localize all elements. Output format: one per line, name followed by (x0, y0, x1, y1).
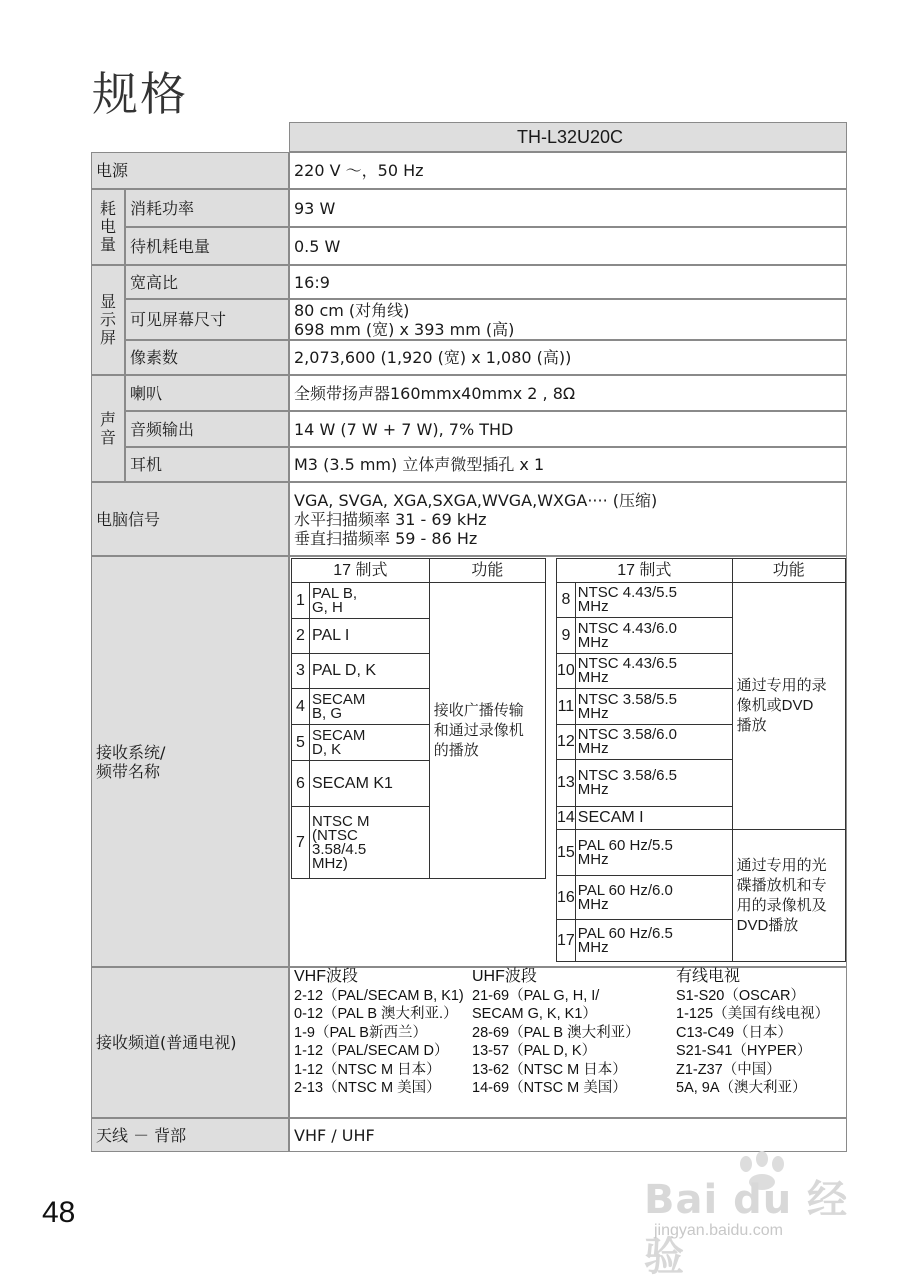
uhf-line: 21-69（PAL G, H, I/ (472, 987, 600, 1004)
baidu-watermark (640, 1150, 870, 1280)
display-group-text: 显示屏 (100, 292, 117, 347)
cable-line: 5A, 9A（澳大利亚） (676, 1080, 807, 1096)
system-line: MHz (577, 704, 609, 722)
function-line: 和通过录像机 (433, 721, 524, 739)
system-name (575, 618, 732, 654)
display-group-label (91, 265, 125, 375)
function-line: 碟播放机和专 (736, 876, 827, 894)
function-line: 播放 (736, 717, 767, 734)
consumption-label: 消耗功率 (125, 189, 289, 227)
cable-line: Z1-Z37（中国） (676, 1061, 781, 1078)
system-line: NTSC 3.58/6.0 (577, 726, 678, 743)
model-header: TH-L32U20C (289, 122, 847, 152)
consumption-value: 93 W (289, 189, 847, 227)
system-number: 17 (557, 920, 576, 962)
pc-signal-line: VGA, SVGA, XGA,SXGA,WVGA,WXGA···· (压缩) (294, 490, 658, 510)
sound-group-text: 声音 (100, 409, 117, 447)
system-number: 1 (292, 583, 310, 619)
audio-out-value: 14 W (7 W + 7 W), 7% THD (289, 411, 847, 447)
system-name (575, 689, 732, 725)
function-header: 功能 (429, 559, 545, 583)
reception-label-line: 频带名称 (96, 761, 161, 781)
standby-value: 0.5 W (289, 227, 847, 265)
system-line: MHz (577, 633, 609, 651)
system-line: MHz (577, 938, 609, 956)
channel-label: 接收频道(普通电视) (91, 967, 289, 1118)
system-number: 8 (557, 583, 576, 618)
system-number: 12 (557, 725, 576, 760)
cable-line: S21-S41（HYPER） (676, 1043, 812, 1059)
spec-table (91, 122, 847, 1152)
system-name (575, 654, 732, 689)
uhf-line: SECAM G, K, K1） (472, 1006, 597, 1022)
system-line: MHz (577, 598, 609, 615)
systems-table-left (291, 558, 546, 879)
function-line: DVD播放 (736, 916, 799, 934)
system-line: (NTSC (312, 826, 358, 844)
headphone-label: 耳机 (125, 447, 289, 482)
system-number: 14 (557, 807, 576, 830)
vhf-header: VHF波段 (294, 968, 359, 985)
system-line: NTSC 4.43/5.5 (577, 584, 678, 601)
function-line: 的播放 (433, 741, 479, 759)
uhf-header: UHF波段 (472, 968, 537, 985)
system-line: NTSC 3.58/6.5 (577, 767, 678, 784)
system-line: PAL 60 Hz/6.5 (577, 924, 673, 942)
vhf-line: 1-12（PAL/SECAM D） (294, 1043, 449, 1059)
vhf-column (294, 968, 464, 1098)
system-line: PAL 60 Hz/6.0 (577, 881, 673, 899)
system-number: 4 (292, 689, 310, 725)
antenna-label: 天线 － 背部 (91, 1118, 289, 1152)
system-line: PAL B, (312, 584, 358, 602)
vhf-line: 1-12（NTSC M 日本） (294, 1061, 441, 1078)
system-name (575, 725, 732, 760)
system-number: 11 (557, 689, 576, 725)
system-number: 2 (292, 619, 310, 654)
system-number: 15 (557, 830, 576, 876)
system-name (310, 689, 430, 725)
system-number: 7 (292, 807, 310, 879)
function-line: 像机或DVD (736, 697, 814, 714)
system-name (310, 725, 430, 761)
system-name (575, 807, 732, 830)
system-line: PAL D, K (312, 662, 377, 679)
screen-size-value (289, 299, 847, 340)
system-number: 16 (557, 876, 576, 920)
system-line: MHz (577, 895, 609, 913)
systems-header: 17 制式 (292, 559, 430, 583)
system-line: D, K (312, 740, 342, 758)
cable-line: C13-C49（日本） (676, 1024, 793, 1041)
pc-signal-value (289, 482, 847, 556)
cable-header: 有线电视 (676, 968, 741, 985)
function-header: 功能 (732, 559, 845, 583)
system-name (575, 830, 732, 876)
system-line: 3.58/4.5 (312, 840, 367, 858)
system-line: SECAM (312, 690, 366, 708)
standby-label: 待机耗电量 (125, 227, 289, 265)
system-number: 9 (557, 618, 576, 654)
system-name (575, 583, 732, 618)
system-number: 13 (557, 760, 576, 807)
uhf-line: 28-69（PAL B 澳大利亚） (472, 1024, 640, 1041)
system-name (310, 654, 430, 689)
system-line: SECAM I (577, 809, 644, 826)
pc-signal-line: 垂直扫描频率 59 - 86 Hz (294, 528, 478, 548)
uhf-column (472, 968, 640, 1098)
aspect-value: 16:9 (289, 265, 847, 299)
uhf-line: 13-57（PAL D, K） (472, 1043, 597, 1059)
reception-label-line: 接收系统/ (96, 742, 166, 762)
function-text (732, 583, 845, 830)
page-title: 规格 (92, 67, 188, 121)
cable-column (676, 968, 829, 1098)
system-name (310, 761, 430, 807)
function-text (732, 830, 845, 962)
system-line: PAL I (312, 627, 350, 644)
system-line: MHz (577, 850, 609, 868)
systems-table-right (556, 558, 846, 962)
system-line: NTSC 4.43/6.0 (577, 619, 678, 637)
system-name (575, 876, 732, 920)
cable-line: 1-125（美国有线电视） (676, 1006, 830, 1022)
system-line: NTSC 3.58/5.5 (577, 690, 678, 708)
system-line: MHz (577, 669, 609, 686)
page-number: 48 (42, 1196, 76, 1229)
system-line: MHz (577, 781, 609, 798)
function-line: 通过专用的光 (736, 856, 827, 874)
consumption-group-text: 耗电量 (100, 199, 117, 254)
vhf-line: 1-9（PAL B新西兰） (294, 1024, 427, 1041)
vhf-line: 2-12（PAL/SECAM B, K1) (294, 987, 464, 1004)
system-number: 5 (292, 725, 310, 761)
system-line: PAL 60 Hz/5.5 (577, 836, 673, 854)
screen-size-label: 可见屏幕尺寸 (125, 299, 289, 340)
uhf-line: 13-62（NTSC M 日本） (472, 1061, 627, 1078)
audio-out-label: 音频输出 (125, 411, 289, 447)
uhf-line: 14-69（NTSC M 美国） (472, 1080, 627, 1096)
system-number: 10 (557, 654, 576, 689)
power-value: 220 V ～，50 Hz (289, 152, 847, 189)
function-text (429, 583, 545, 879)
sound-group-label (91, 375, 125, 482)
system-line: B, G (312, 704, 343, 722)
watermark-url: jingyan.baidu.com (654, 1222, 783, 1239)
system-name (310, 619, 430, 654)
pixels-label: 像素数 (125, 340, 289, 375)
system-name (310, 583, 430, 619)
system-line: SECAM K1 (312, 774, 393, 792)
system-name (575, 920, 732, 962)
pixels-value: 2,073,600 (1,920 (宽) x 1,080 (高)) (289, 340, 847, 375)
system-number: 6 (292, 761, 310, 807)
speaker-value: 全频带扬声器160mmx40mmx 2 , 8Ω (289, 375, 847, 411)
system-line: NTSC M (312, 812, 370, 830)
screen-size-line: 698 mm (宽) x 393 mm (高) (294, 319, 515, 339)
watermark-logo: Bai du 经验 (644, 1177, 849, 1280)
pc-signal-label: 电脑信号 (91, 482, 289, 556)
aspect-label: 宽高比 (125, 265, 289, 299)
screen-size-line: 80 cm (对角线) (294, 300, 410, 320)
speaker-label: 喇叭 (125, 375, 289, 411)
system-number: 3 (292, 654, 310, 689)
system-name (575, 760, 732, 807)
system-line: MHz (577, 740, 609, 757)
function-line: 用的录像机及 (736, 896, 827, 914)
power-label: 电源 (91, 152, 289, 189)
system-name (310, 807, 430, 879)
system-line: NTSC 4.43/6.5 (577, 655, 678, 672)
reception-label (91, 556, 289, 967)
systems-header: 17 制式 (557, 559, 733, 583)
function-line: 接收广播传输 (433, 701, 524, 719)
system-line: SECAM (312, 726, 366, 744)
consumption-group-label (91, 189, 125, 265)
vhf-line: 0-12（PAL B 澳大利亚.） (294, 1006, 458, 1022)
pc-signal-line: 水平扫描频率 31 - 69 kHz (294, 509, 487, 529)
system-line: MHz) (312, 854, 348, 872)
vhf-line: 2-13（NTSC M 美国） (294, 1080, 441, 1096)
headphone-value: M3 (3.5 mm) 立体声微型插孔 x 1 (289, 447, 847, 482)
function-line: 通过专用的录 (736, 677, 827, 694)
antenna-value: VHF / UHF (289, 1118, 847, 1152)
cable-line: S1-S20（OSCAR） (676, 987, 805, 1004)
system-line: G, H (312, 598, 343, 616)
